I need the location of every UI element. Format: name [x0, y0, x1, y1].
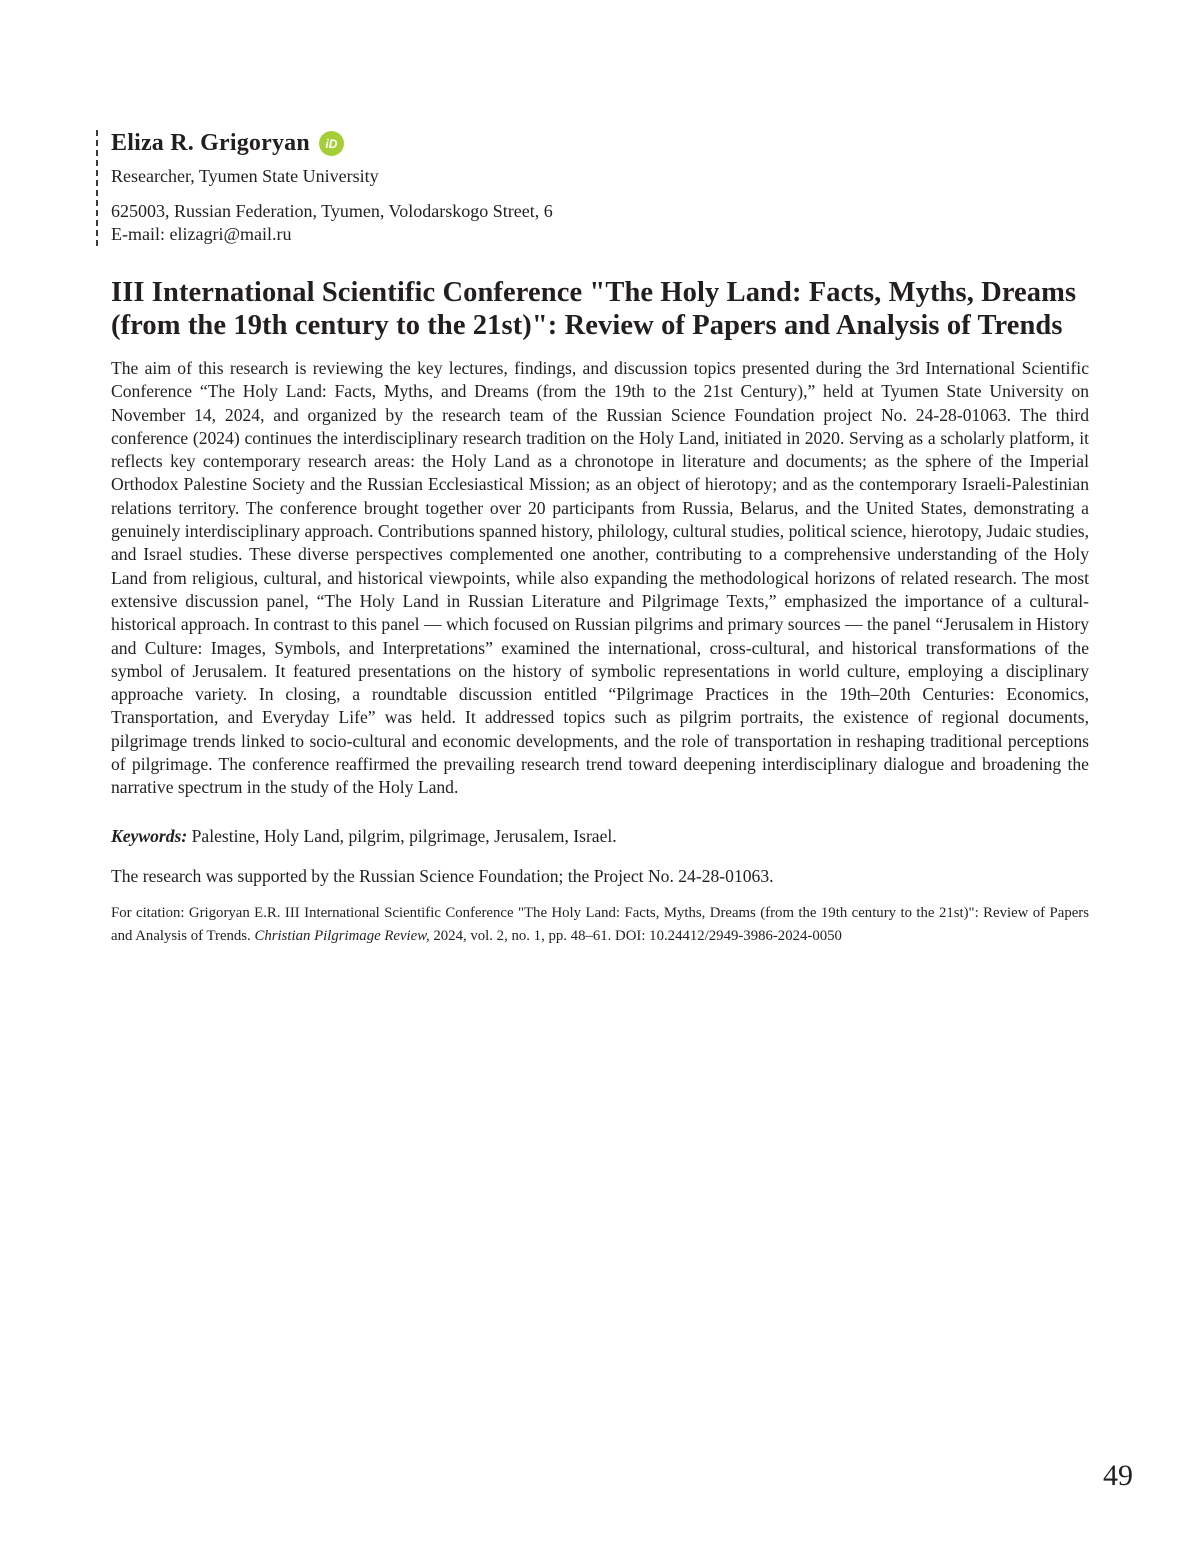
funding-statement: The research was supported by the Russian Science Foundation; the Project No. 24-28-01063. — [111, 865, 774, 886]
author-position: Researcher, Tyumen State University — [111, 166, 379, 186]
author-email: E-mail: elizagri@mail.ru — [111, 224, 292, 244]
author-block — [96, 130, 1089, 246]
author-name: Eliza R. Grigoryan — [111, 130, 310, 156]
citation-suffix: 2024, vol. 2, no. 1, pp. 48–61. DOI: 10.24412/2949-3986-2024-0050 — [429, 927, 842, 944]
keywords-text: Palestine, Holy Land, pilgrim, pilgrimage, Jerusalem, Israel. — [187, 825, 617, 846]
author-address: 625003, Russian Federation, Tyumen, Volodarskogo Street, 6 — [111, 201, 553, 221]
keywords-line — [111, 825, 1089, 848]
citation-line — [111, 902, 1089, 948]
author-name-row — [111, 130, 1089, 157]
abstract-text: The aim of this research is reviewing the key lectures, findings, and discussion topics presented during the 3rd International Scientific Conference “The Holy Land: Facts, Myths, and Dreams (from the 19th to the 21st Century),” held at Tyumen State University on November 14, 2024, and organized by the research team of the Russian Science Foundation project No. 24-28-01063. The third conference (2024) continues the interdisciplinary research tradition on the Holy Land, initiated in 2020. Serving as a scholarly platform, it reflects key contemporary research areas: the Holy Land as a chronotope in literature and documents; as the sphere of the Imperial Orthodox Palestine Society and the Russian Ecclesiastical Mission; as an object of hierotopy; and as the contemporary Israeli-Palestinian relations territory. The conference brought together over 20 participants from Russia, Belarus, and the United States, demonstrating a genuinely interdisciplinary approach. Contributions spanned history, philology, cultural studies, political science, hierotopy, Judaic studies, and Israel studies. These diverse perspectives complemented one another, contributing to a comprehensive understanding of the Holy Land from religious, cultural, and historical viewpoints, while also expanding the methodological horizons of related research. The most extensive discussion panel, “The Holy Land in Russian Literature and Pilgrimage Texts,” emphasized the importance of a cultural-historical approach. In contrast to this panel — which focused on Russian pilgrims and primary sources — the panel “Jerusalem in History and Culture: Images, Symbols, and Interpretations” examined the international, cross-cultural, and historical transformations of the symbol of Jerusalem. It featured presentations on the history of symbolic representations in world culture, employing a disciplinary approache variety. In closing, a roundtable discussion entitled “Pilgrimage Practices in the 19th–20th Centuries: Economics, Transportation, and Everyday Life” was held. It addressed topics such as pilgrim portraits, the existence of regional documents, pilgrimage trends linked to socio-cultural and economic developments, and the role of transportation in reshaping traditional perceptions of pilgrimage. The conference reaffirmed the prevailing research trend toward deepening interdisciplinary dialogue and broadening the narrative spectrum in the study of the Holy Land. — [111, 358, 1089, 798]
citation-journal-name: Christian Pilgrimage Review, — [254, 927, 430, 944]
page-number: 49 — [1103, 1459, 1133, 1492]
citation-prefix: For citation: Grigoryan E.R. III International Scientific Conference "The Holy Land: Facts, Myths, Dreams (from the 19th century to the 21st)": Review of Papers and Analysis of Trends. — [111, 904, 1089, 944]
keywords-label: Keywords: — [111, 825, 188, 846]
article-title: III International Scientific Conference "The Holy Land: Facts, Myths, Dreams (from the 19th century to the 21st)": Review of Papers and Analysis of Trends — [111, 277, 1077, 341]
orcid-icon[interactable]: iD — [319, 131, 344, 156]
